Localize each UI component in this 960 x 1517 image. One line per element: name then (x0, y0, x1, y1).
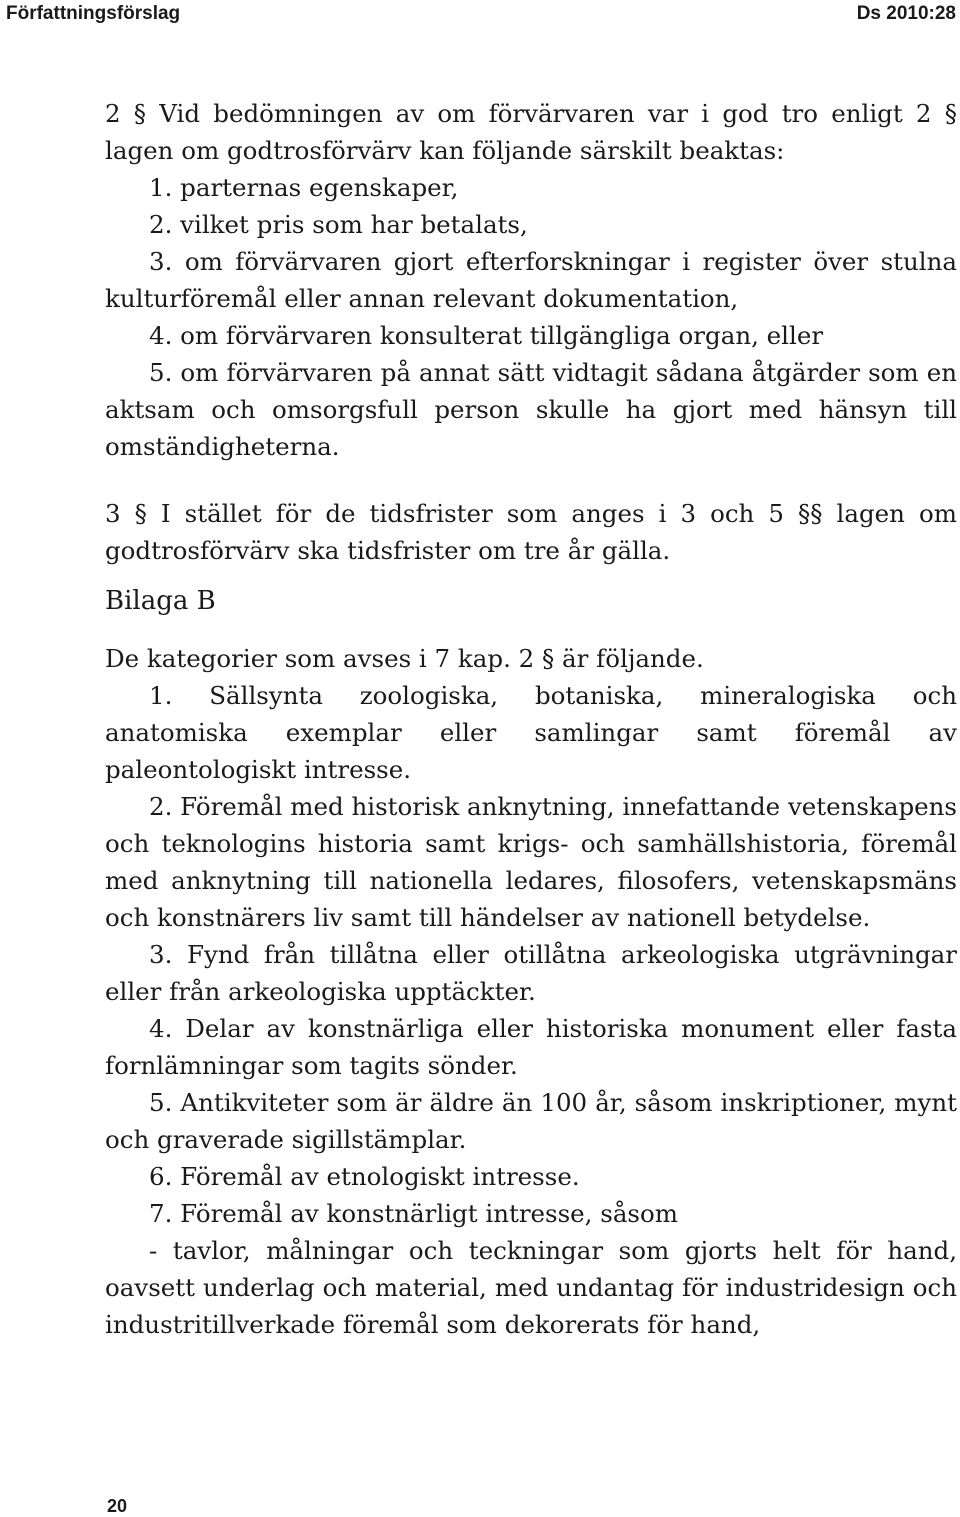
list-item: 6. Föremål av etnologiskt intresse. (149, 1162, 580, 1191)
list-item: 4. om förvärvaren konsulterat tillgängliga organ, eller (149, 321, 824, 350)
page-header (0, 0, 960, 28)
appendix-intro: De kategorier som avses i 7 kap. 2 § är följande. (105, 644, 704, 673)
document-body (105, 95, 957, 1343)
header-left: Författningsförslag (6, 3, 181, 24)
header-right: Ds 2010:28 (856, 3, 956, 24)
appendix-title: Bilaga B (105, 586, 216, 616)
list-item: 4. Delar av konstnärliga eller historiska monument eller fasta fornlämningar som tagits sönder. (105, 1014, 957, 1080)
list-item: 1. parternas egenskaper, (149, 173, 459, 202)
list-item: 3. om förvärvaren gjort efterforskningar i register över stulna kulturföremål eller annan relevant dokumentation, (105, 247, 957, 313)
section3: 3 § I stället för de tidsfrister som anges i 3 och 5 §§ lagen om godtrosförvärv ska tidsfrister om tre år gälla. (105, 499, 957, 565)
list-item: 2. Föremål med historisk anknytning, innefattande vetenskapens och teknologins historia samt krigs- och samhällshistoria, föremål med anknytning till nationella ledares, filosofers, vetenskapsmäns och konstnärers liv samt till händelser av nationell betydelse. (105, 792, 957, 932)
list-item: 7. Föremål av konstnärligt intresse, såsom (149, 1199, 678, 1228)
page-number: 20 (107, 1496, 128, 1516)
list-item: 5. Antikviteter som är äldre än 100 år, såsom inskriptioner, mynt och graverade sigillstämplar. (105, 1088, 957, 1154)
list-item: 3. Fynd från tillåtna eller otillåtna arkeologiska utgrävningar eller från arkeologiska upptäckter. (105, 940, 957, 1006)
list-item: - tavlor, målningar och teckningar som gjorts helt för hand, oavsett underlag och material, med undantag för industridesign och industritillverkade föremål som dekorerats för hand, (105, 1236, 957, 1339)
list-item: 2. vilket pris som har betalats, (149, 210, 528, 239)
list-item: 1. Sällsynta zoologiska, botaniska, mineralogiska och anatomiska exemplar eller samlingar samt föremål av paleontologiskt intresse. (105, 681, 957, 784)
section2-intro: 2 § Vid bedömningen av om förvärvaren var i god tro enligt 2 § lagen om godtrosförvärv kan följande särskilt beaktas: (105, 99, 957, 165)
list-item: 5. om förvärvaren på annat sätt vidtagit sådana åtgärder som en aktsam och omsorgsfull person skulle ha gjort med hänsyn till omständigheterna. (105, 358, 957, 461)
